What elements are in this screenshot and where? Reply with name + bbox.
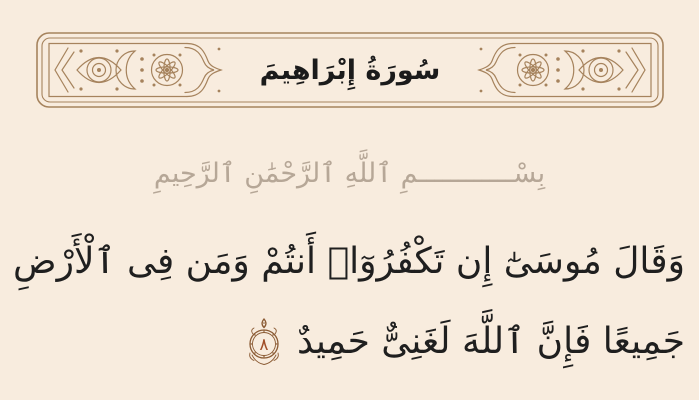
- bismillah-text: بِسْــــــــــــمِ ٱللَّهِ ٱلرَّحْمَٰنِ ٱلرَّحِيمِ: [153, 157, 546, 189]
- verse-line-1: وَقَالَ مُوسَىٰٓ إِن تَكْفُرُوٓا۟ أَنتُمْ وَمَن فِى ٱلْأَرْضِ: [13, 241, 685, 282]
- verse-number: ٨: [259, 335, 269, 355]
- verse-line-2: جَمِيعًا فَإِنَّ ٱللَّهَ لَغَنِىٌّ حَمِيدٌ: [297, 321, 685, 362]
- surah-header-band: [35, 31, 665, 109]
- verse-block: [0, 222, 699, 382]
- verse-number-medallion-icon: [243, 317, 285, 367]
- verse-line-2-row: [8, 302, 699, 382]
- surah-title: سُورَةُ إِبْرَاهِيمَ: [259, 54, 441, 86]
